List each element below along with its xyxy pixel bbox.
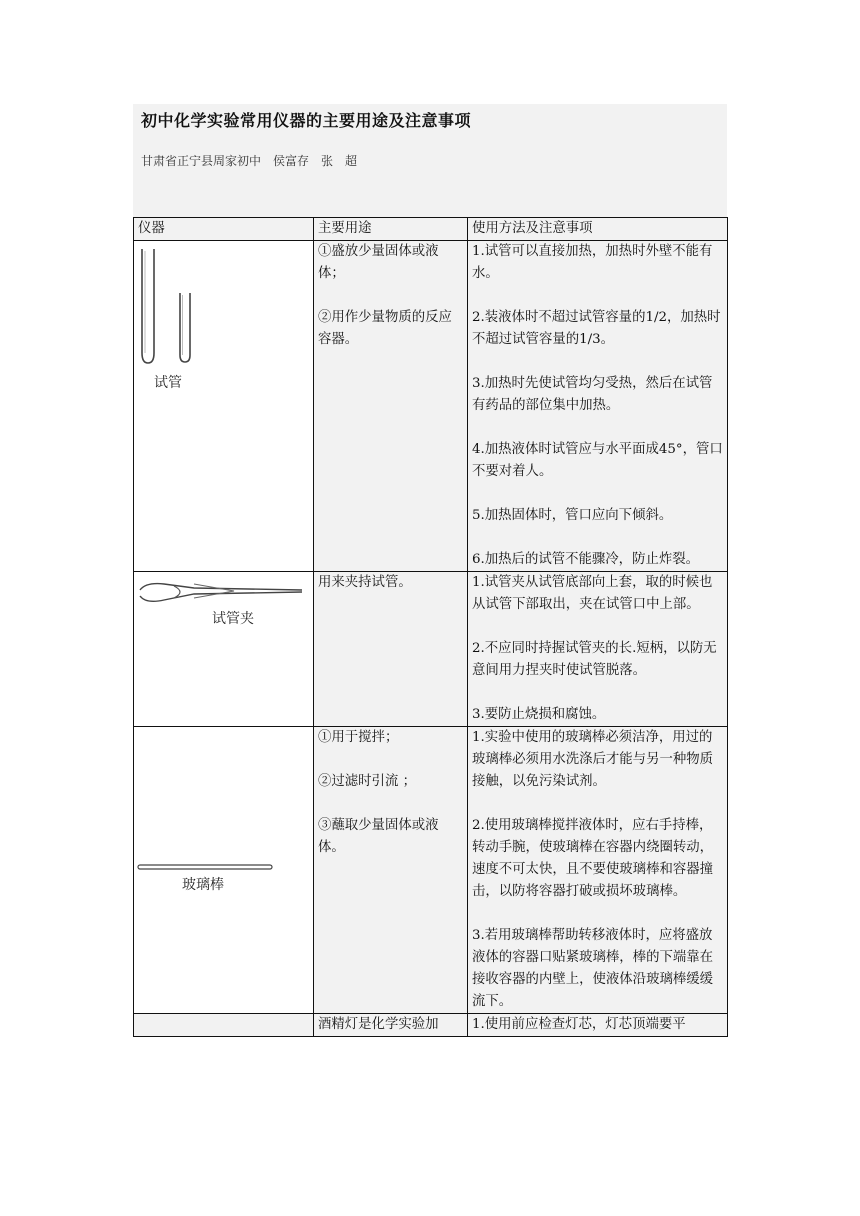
uses-cell xyxy=(314,572,468,727)
use-item: ①盛放少量固体或液体； xyxy=(318,244,439,281)
use-item: ①用于搅拌； xyxy=(318,730,399,745)
uses-cell xyxy=(314,241,468,572)
note-item: 4.加热液体时试管应与水平面成45°，管口不要对着人。 xyxy=(472,442,723,479)
test-tube-label: 试管 xyxy=(154,375,182,391)
document-author: 甘肃省正宁县周家初中 侯富存 张 超 xyxy=(141,154,358,168)
use-item: ③蘸取少量固体或液体。 xyxy=(318,818,439,855)
column-header-notes: 使用方法及注意事项 xyxy=(468,218,728,241)
test-tube-holder-label: 试管夹 xyxy=(212,611,254,627)
note-item: 2.装液体时不超过试管容量的1/2，加热时不超过试管容量的1/3。 xyxy=(472,310,721,347)
note-item: 2.不应同时持握试管夹的长.短柄，以防无意间用力捏夹时使试管脱落。 xyxy=(472,641,717,678)
instrument-cell xyxy=(134,1014,314,1037)
glass-rod-icon xyxy=(134,862,276,874)
uses-cell xyxy=(314,727,468,1014)
column-header-instrument: 仪器 xyxy=(134,218,314,241)
use-item: 用来夹持试管。 xyxy=(318,575,412,590)
uses-cell xyxy=(314,1014,468,1037)
use-item: ②用作少量物质的反应容器。 xyxy=(318,310,452,347)
notes-cell xyxy=(468,572,728,727)
instrument-cell xyxy=(134,727,314,1014)
note-item: 6.加热后的试管不能骤冷，防止炸裂。 xyxy=(472,552,700,567)
table-row-glass-rod xyxy=(134,727,728,1014)
table-header-row xyxy=(134,218,728,241)
table-row-test-tube xyxy=(134,241,728,572)
glass-rod-label: 玻璃棒 xyxy=(182,877,224,893)
note-item: 1.实验中使用的玻璃棒必须洁净，用过的玻璃棒必须用水洗涤后才能与另一种物质接触，以免污染试剂。 xyxy=(472,730,714,789)
column-header-uses: 主要用途 xyxy=(314,218,468,241)
notes-cell xyxy=(468,727,728,1014)
instrument-table xyxy=(133,217,728,1037)
test-tube-holder-image xyxy=(134,576,306,632)
glass-rod-image xyxy=(134,860,276,894)
test-tube-icon xyxy=(134,241,212,371)
instrument-cell xyxy=(134,572,314,727)
test-tube-holder-icon xyxy=(134,578,306,610)
table-row-test-tube-holder xyxy=(134,572,728,727)
note-item: 2.使用玻璃棒搅拌液体时，应右手持棒，转动手腕，使玻璃棒在容器内绕圈转动，速度不可太快，且不要使玻璃棒和容器撞击，以防将容器打破或损坏玻璃棒。 xyxy=(472,818,714,899)
document-header xyxy=(133,104,727,217)
instrument-cell xyxy=(134,241,314,572)
notes-cell xyxy=(468,1014,728,1037)
table-row-alcohol-lamp xyxy=(134,1014,728,1037)
document-title: 初中化学实验常用仪器的主要用途及注意事项 xyxy=(141,111,472,130)
note-item: 1.使用前应检查灯芯，灯芯顶端要平 xyxy=(472,1017,686,1032)
use-item: 酒精灯是化学实验加 xyxy=(318,1017,439,1032)
use-item: ②过滤时引流 ； xyxy=(318,774,416,789)
note-item: 5.加热固体时，管口应向下倾斜。 xyxy=(472,508,673,523)
note-item: 3.若用玻璃棒帮助转移液体时，应将盛放液体的容器口贴紧玻璃棒，棒的下端靠在接收容器的内壁上，使液体沿玻璃棒缓缓流下。 xyxy=(472,928,714,1009)
note-item: 1.试管夹从试管底部向上套，取的时候也从试管下部取出，夹在试管口中上部。 xyxy=(472,575,713,612)
note-item: 3.加热时先使试管均匀受热，然后在试管有药品的部位集中加热。 xyxy=(472,376,713,413)
test-tube-image xyxy=(134,241,212,396)
note-item: 1.试管可以直接加热，加热时外壁不能有水。 xyxy=(472,244,713,281)
notes-cell xyxy=(468,241,728,572)
note-item: 3.要防止烧损和腐蚀。 xyxy=(472,707,606,722)
